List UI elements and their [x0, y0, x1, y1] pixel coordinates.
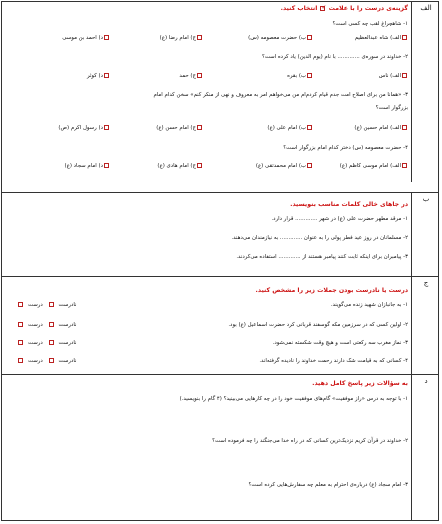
checkbox-icon[interactable] — [49, 358, 54, 363]
checkbox-icon[interactable] — [307, 73, 312, 78]
section-header: به سؤالات زیر پاسخ کامل دهید. — [312, 380, 408, 387]
option[interactable]: ج) حمد — [179, 72, 203, 80]
checkbox-icon[interactable] — [104, 125, 109, 130]
question-stem: ۳- «همانا من برای اصلاح امت جدم قیام کردم‌ام من می‌خواهم امر به معروف و نهی از منکر کنم» سخن کدام امام — [153, 92, 408, 98]
option[interactable]: الف) امام حسین (ع) — [354, 124, 408, 132]
option[interactable]: ب) امام علی (ع) — [267, 124, 313, 132]
option[interactable]: ب) بقره — [287, 72, 313, 80]
checkbox-icon[interactable] — [18, 302, 23, 307]
question-stem: ۴- حضرت معصومه (س) دختر کدام امام بزرگوار است؟ — [283, 145, 408, 151]
checkbox-icon[interactable] — [49, 340, 54, 345]
checkbox-icon[interactable] — [197, 73, 202, 78]
option[interactable]: ب) امام محمدتقی (ع) — [256, 162, 313, 170]
checkbox-icon — [320, 6, 325, 11]
option[interactable]: الف) امام موسی کاظم (ع) — [340, 162, 408, 170]
checkbox-icon[interactable] — [197, 125, 202, 130]
checkbox-icon[interactable] — [18, 322, 23, 327]
checkbox-icon[interactable] — [197, 35, 202, 40]
checkbox-icon[interactable] — [104, 73, 109, 78]
checkbox-icon[interactable] — [307, 35, 312, 40]
option[interactable]: ج) امام حسن (ع) — [156, 124, 203, 132]
checkbox-icon[interactable] — [104, 163, 109, 168]
checkbox-icon[interactable] — [307, 125, 312, 130]
option[interactable]: د) امام سجاد (ع) — [65, 162, 110, 170]
section-letter: ب — [422, 195, 430, 203]
question-stem-continued: بزرگوار است؟ — [375, 105, 408, 111]
true-false-options[interactable]: نادرست درست — [14, 321, 77, 329]
true-false-question: ۳- نماز مغرب سه رکعتی است و هیچ وقت شکسته نمی‌شود. — [272, 340, 408, 346]
true-false-options[interactable]: نادرست درست — [14, 357, 77, 365]
essay-question: ۲- خداوند در قرآن کریم نزدیک‌ترین کسانی که در راه خدا می‌جنگند را چه فرموده است؟ — [212, 438, 408, 444]
option[interactable]: د) احمد بن موسی — [62, 34, 110, 42]
section-header: گزینه‌ی درست را با علامت ✓ انتخاب کنید. — [10, 5, 408, 13]
exam-sheet — [1, 1, 439, 521]
option[interactable]: ج) امام رضا (ع) — [160, 34, 203, 42]
true-false-question: ۲- اولین کسی که در سرزمین مکه گوسفند قربانی کرد حضرت اسماعیل (ع) بود. — [228, 322, 408, 328]
section-header: در جاهای خالی کلمات مناسب بنویسید. — [290, 201, 408, 208]
fill-in-question: ۲- مسلمانان در روز عید فطر پولی را به عنوان ............. به نیازمندان می‌دهند. — [231, 235, 408, 241]
true-false-options[interactable]: نادرست درست — [14, 339, 77, 347]
option[interactable]: د) کوثر — [87, 72, 110, 80]
checkbox-icon[interactable] — [104, 35, 109, 40]
checkbox-icon[interactable] — [18, 340, 23, 345]
section-letter: ج — [423, 279, 429, 287]
section-dal — [2, 374, 438, 521]
checkbox-icon[interactable] — [402, 35, 407, 40]
question-stem: ۲- خداوند در سوره‌ی ............. با نام (یوم الدین) یاد کرده است؟ — [261, 54, 408, 60]
true-false-question: ۱- به جانبازان شهید زنده می‌گویند. — [330, 302, 408, 308]
checkbox-icon[interactable] — [49, 302, 54, 307]
checkbox-icon[interactable] — [197, 163, 202, 168]
checkbox-icon[interactable] — [49, 322, 54, 327]
option[interactable]: ب) حضرت معصومه (س) — [248, 34, 313, 42]
essay-question: ۱- با توجه به درس «راز موفقیت» گام‌های موفقیت خود را در چه کارهایی می‌بینید؟ (۴ گام را بنویسید.) — [179, 396, 408, 402]
checkbox-icon[interactable] — [402, 163, 407, 168]
true-false-question: ۴- کسانی که به قیامت شک دارند رحمت خداوند را نادیده گرفته‌اند. — [259, 358, 408, 364]
fill-in-question: ۳- پیامبران برای اینکه ثابت کنند پیامبر هستند از ............. استفاده می‌کردند. — [236, 254, 408, 260]
section-header: درست یا نادرست بودن جملات زیر را مشخص کنید. — [255, 287, 408, 294]
checkbox-icon[interactable] — [402, 73, 407, 78]
section-letter: الف — [420, 4, 432, 12]
section-alef — [2, 2, 438, 182]
option[interactable]: الف) ناس — [379, 72, 408, 80]
option[interactable]: ج) امام هادی (ع) — [157, 162, 203, 170]
essay-question: ۳- امام سجاد (ع) درباره‌ی احترام به معلم چه سفارش‌هایی کرده است؟ — [248, 482, 408, 488]
checkbox-icon[interactable] — [402, 125, 407, 130]
checkbox-icon[interactable] — [307, 163, 312, 168]
section-be — [2, 192, 438, 276]
option[interactable]: الف) شاه عبدالعظیم — [355, 34, 408, 42]
section-letter: د — [424, 377, 428, 385]
section-jim — [2, 276, 438, 374]
true-false-options[interactable]: نادرست درست — [14, 301, 77, 309]
checkbox-icon[interactable] — [18, 358, 23, 363]
question-stem: ۱- شاهچراغ لقب چه کسی است؟ — [332, 21, 408, 27]
option[interactable]: د) رسول اکرم (ص) — [58, 124, 110, 132]
fill-in-question: ۱- مرقد مطهر حضرت علی (ع) در شهر ............. قرار دارد. — [271, 216, 408, 222]
